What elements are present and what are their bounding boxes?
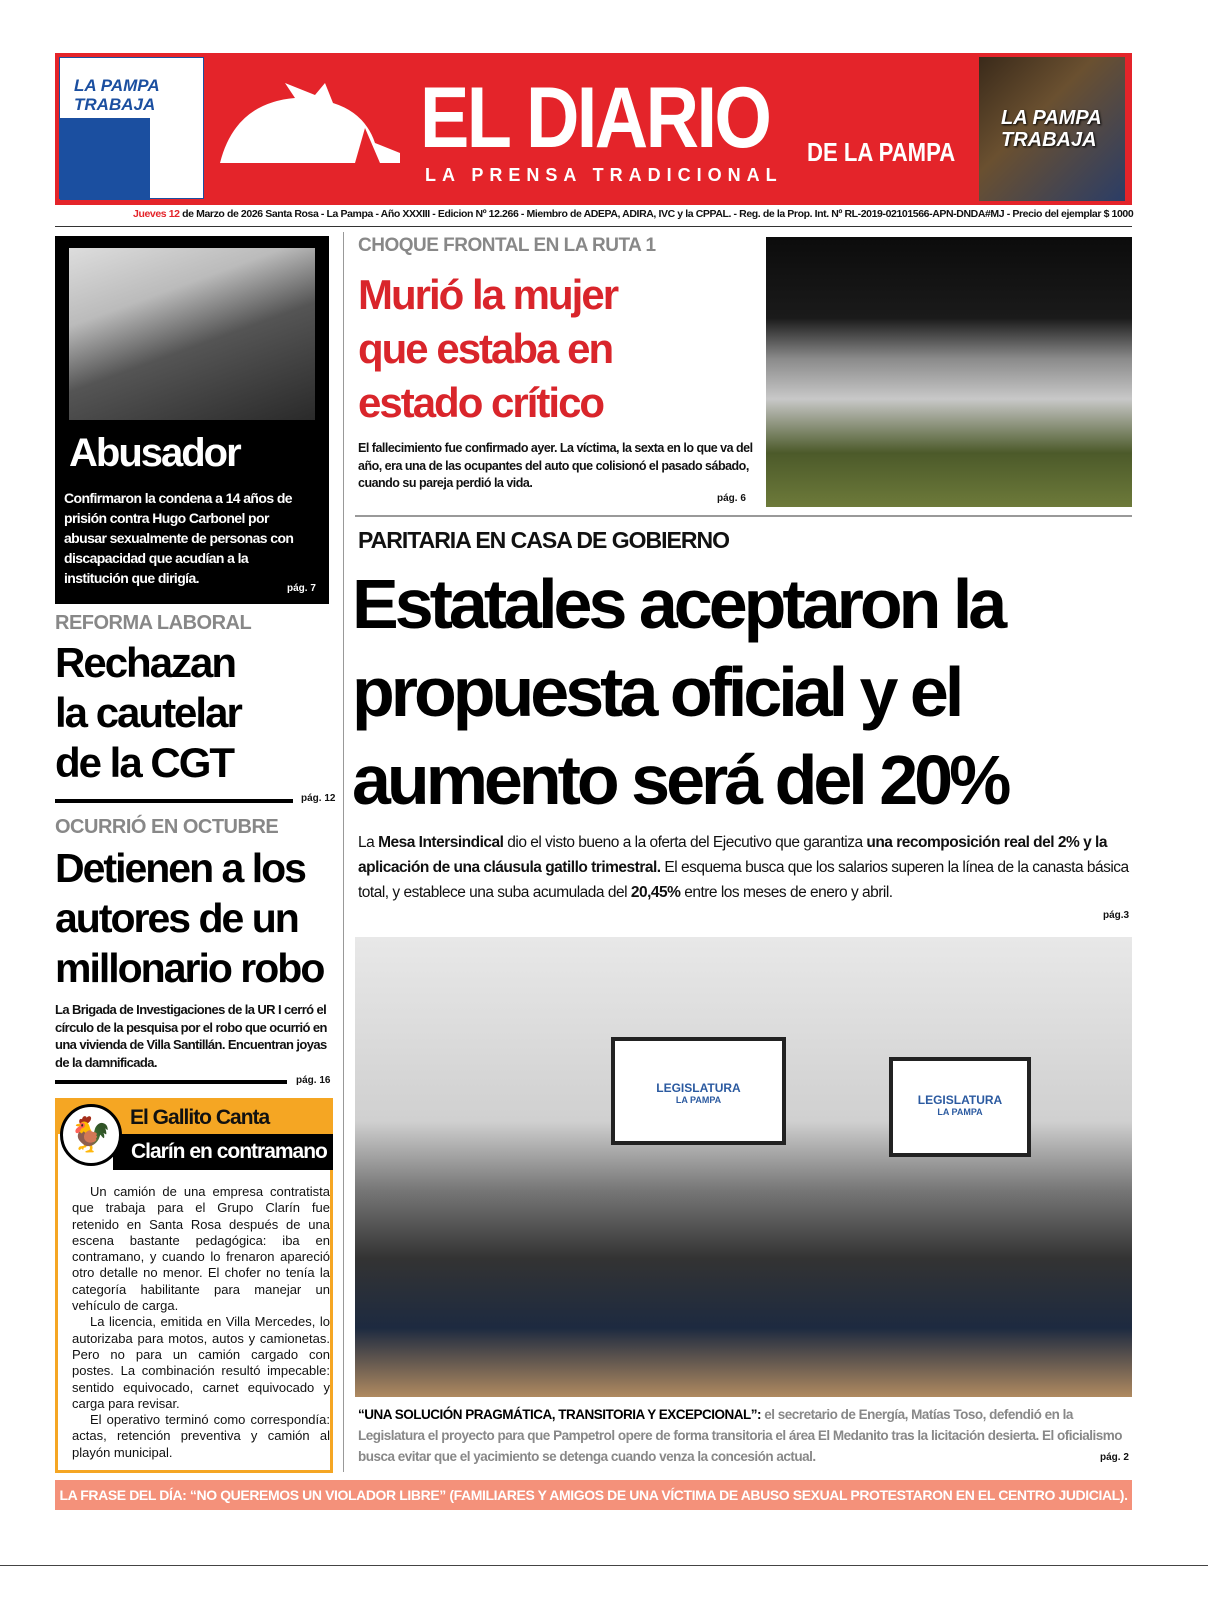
kicker: REFORMA LABORAL xyxy=(55,612,252,634)
caption-text: el secretario de Energía, Matías Toso, defendió en la Legislatura el proyecto para que Pampetrol opere de forma transitoria el área El Medanito tras la licitación desierta. El oficialismo busca evitar que el yacimiento se detenga cuando venza la concesión actual. xyxy=(358,1407,1123,1464)
page-ref: pág. 12 xyxy=(301,793,336,804)
column-divider xyxy=(343,232,344,1472)
la-pampa-map-icon xyxy=(60,118,150,200)
page-ref: pág.3 xyxy=(1103,910,1130,921)
photo-legislatura xyxy=(355,937,1132,1397)
dateline xyxy=(133,208,1133,220)
divider xyxy=(55,226,1132,227)
masthead xyxy=(55,53,1132,205)
frase-del-dia[interactable]: LA FRASE DEL DÍA: “NO QUEREMOS UN VIOLADOR LIBRE” (FAMILIARES Y AMIGOS DE UNA VÍCTIMA DE ABUSO SEXUAL PROTESTARON EN EL CENTRO JUDICIAL). pág. 5 xyxy=(55,1480,1132,1510)
page-border xyxy=(0,1565,1208,1566)
kicker: OCURRIÓ EN OCTUBRE xyxy=(55,816,279,838)
lead-text: La xyxy=(358,834,379,851)
divider xyxy=(55,799,293,803)
divider xyxy=(55,1080,287,1084)
paragraph: La licencia, emitida en Villa Mercedes, lo autorizaba para motos, autos y camionetas. Pero no para un camión cargado con postes. La combinación resultó impecable: sentido equivocado, carnet equivocado y carga para revisar. xyxy=(72,1314,330,1411)
divider xyxy=(355,515,1132,517)
headline-robo[interactable]: Detienen a los autores de un millonario robo xyxy=(55,845,324,991)
story-abusador[interactable] xyxy=(55,236,329,604)
screen-sub: LA PAMPA xyxy=(675,1095,722,1105)
column-title: Clarín en contramano xyxy=(113,1134,333,1170)
lead-bold: 20,45% xyxy=(630,884,681,901)
paragraph: Un camión de una empresa contratista que trabaja para el Grupo Clarín fue retenido en Santa Rosa después de una escena bastante pedagógica: iba en contramano, y cuando lo frenaron apareció otro detalle no menor. El chofer no tenía la categoría habilitante para manejar un vehículo de carga. xyxy=(72,1184,330,1314)
photo-crashed-car xyxy=(766,237,1132,507)
screen-label: LEGISLATURA xyxy=(656,1081,741,1095)
caption-bold: “UNA SOLUCIÓN PRAGMÁTICA, TRANSITORIA Y EXCEPCIONAL”: xyxy=(358,1407,762,1422)
dateline-info: de Marzo de 2026 Santa Rosa - La Pampa - Año XXXIII - Edicion Nº 12.266 - Miembro de ADEPA, ADIRA, IVC y la CPPAL. - Reg. de la Prop. Int. Nº RL-2019-02101566-APN-DNDA#MJ - Precio del ejemplar $ 1000 xyxy=(182,208,1134,220)
screen-legislatura xyxy=(889,1057,1031,1157)
paragraph: El operativo terminó como correspondía: actas, retención preventiva y camión al playón municipal. xyxy=(72,1412,330,1460)
headline-reforma[interactable]: Rechazan la cautelar de la CGT xyxy=(55,639,241,786)
kicker: PARITARIA EN CASA DE GOBIERNO xyxy=(358,527,729,553)
page-ref: pág. 16 xyxy=(296,1075,331,1086)
headline-choque[interactable]: Murió la mujer que estaba en estado crítico xyxy=(358,271,618,426)
lead-bold: Mesa Intersindical xyxy=(378,834,504,851)
page-ref: pág. 2 xyxy=(1100,1452,1129,1463)
story-body: Confirmaron la condena a 14 años de prisión contra Hugo Carbonel por abusar sexualmente de personas con discapacidad que acudían a la institución que dirigía. xyxy=(64,490,294,586)
newspaper-title: EL DIARIO xyxy=(420,70,770,166)
la-pampa-trabaja-badge-left xyxy=(59,57,204,199)
photo-carbonel xyxy=(69,248,315,420)
column-el-gallito-canta xyxy=(55,1098,333,1473)
badge-text: LA PAMPA TRABAJA xyxy=(1001,107,1101,151)
tagline: LA PRENSA TRADICIONAL xyxy=(425,165,783,185)
rooster-icon: 🐓 xyxy=(60,1104,122,1166)
headline: Abusador xyxy=(69,431,240,475)
la-pampa-trabaja-badge-right xyxy=(979,57,1125,201)
lead-bold: una recomposición real del 2% y la aplicación de una cláusula gatillo trimestral. xyxy=(358,834,1107,876)
newspaper-title-suffix: DE LA PAMPA xyxy=(807,137,956,167)
screen-label: LEGISLATURA xyxy=(917,1093,1003,1107)
lead-text: dio el visto bueno a la oferta del Ejecutivo que garantiza xyxy=(503,834,867,851)
column-body xyxy=(72,1184,330,1461)
photo-caption xyxy=(358,1404,1133,1467)
screen-sub: LA PAMPA xyxy=(937,1107,983,1117)
story-body: El fallecimiento fue confirmado ayer. La víctima, la sexta en lo que va del año, era una de las ocupantes del auto que colisionó el pasado sábado, cuando su pareja perdió la vida. xyxy=(358,441,753,490)
section-title: El Gallito Canta xyxy=(130,1106,270,1129)
headline-paritaria[interactable]: Estatales aceptaron la propuesta oficial y el aumento será del 20% xyxy=(352,565,1008,819)
page-ref: pág. 7 xyxy=(287,583,316,594)
lead-paragraph xyxy=(358,830,1133,905)
lead-text: El esquema busca que los salarios superen la línea de la canasta básica total, y establece una suba acumulada del xyxy=(358,859,1129,901)
sun-logo-icon xyxy=(215,83,405,168)
lead-text: entre los meses de enero y abril. xyxy=(680,884,893,901)
screen-legislatura xyxy=(611,1037,786,1145)
date-day: Jueves 12 xyxy=(133,208,180,220)
badge-text: LA PAMPA TRABAJA xyxy=(74,76,159,114)
story-body: La Brigada de Investigaciones de la UR I cerró el círculo de la pesquisa por el robo que ocurrió en una vivienda de Villa Santillán. Encuentran joyas de la damnificada. xyxy=(55,1002,327,1070)
page-ref: pág. 6 xyxy=(717,493,746,504)
kicker: CHOQUE FRONTAL EN LA RUTA 1 xyxy=(358,235,656,256)
